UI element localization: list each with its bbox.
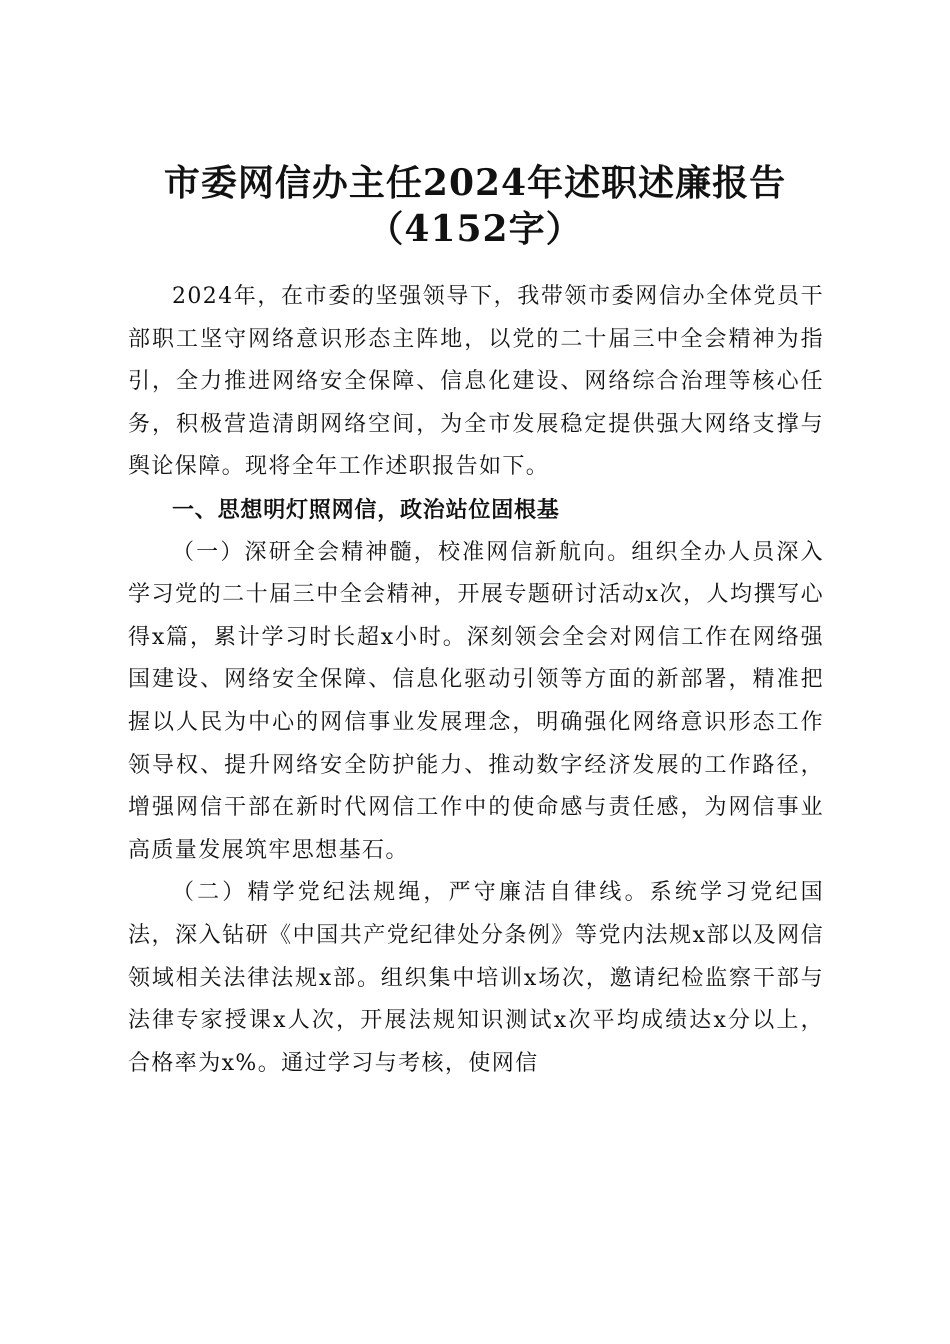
section-heading: 一、思想明灯照网信，政治站位固根基 bbox=[172, 496, 560, 523]
subsection-paragraph-1 bbox=[128, 532, 824, 873]
subsection-text-2: 系统学习党纪国法，深入钻研《中国共产党纪律处分条例》等党内法规x部以及网信领域相关法律法规x部。组织集中培训x场次，邀请纪检监察干部与法律专家授课x人次，开展法规知识测试x次平均成绩达x分以上，合格率为x%。通过学习与考核，使网信 bbox=[128, 880, 824, 1076]
subsection-label-2: （二）精学党纪法规绳，严守廉洁自律线。 bbox=[172, 880, 650, 906]
subsection-label-1: （一）深研全会精神髓，校准网信新航向。 bbox=[172, 539, 632, 565]
document-title: 市委网信办主任2024年述职述廉报告（4152字） bbox=[163, 162, 787, 251]
document-body bbox=[128, 276, 824, 1085]
subsection-text-1: 组织全办人员深入学习党的二十届三中全会精神，开展专题研讨活动x次，人均撰写心得x篇，累计学习时长超x小时。深刻领会全会对网信工作在网络强国建设、网络安全保障、信息化驱动引领等方面的新部署，精准把握以人民为中心的网信事业发展理念，明确强化网络意识形态工作领导权、提升网络安全防护能力、推动数字经济发展的工作路径，增强网信干部在新时代网信工作中的使命感与责任感，为网信事业高质量发展筑牢思想基石。 bbox=[128, 539, 824, 863]
intro-paragraph: 2024年，在市委的坚强领导下，我带领市委网信办全体党员干部职工坚守网络意识形态主阵地，以党的二十届三中全会精神为指引，全力推进网络安全保障、信息化建设、网络综合治理等核心任务，积极营造清朗网络空间，为全市发展稳定提供强大网络支撑与舆论保障。现将全年工作述职报告如下。 bbox=[128, 284, 824, 480]
subsection-paragraph-2 bbox=[128, 872, 824, 1085]
